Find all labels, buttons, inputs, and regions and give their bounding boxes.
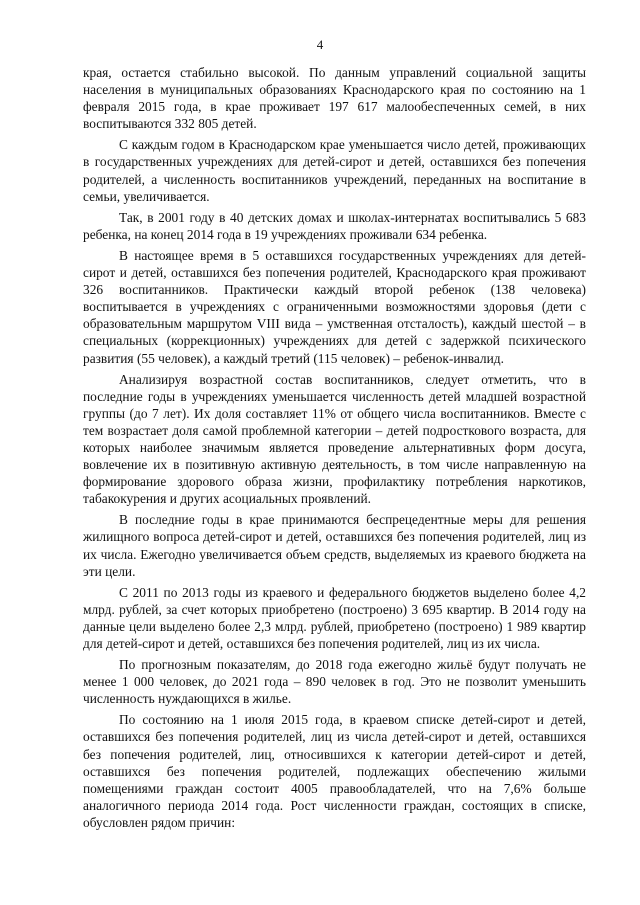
document-body [83,64,586,835]
paragraph-6: В последние годы в крае принимаются беспрецедентные меры для решения жилищного вопроса детей-сирот и детей, оставшихся без попечения родителей, лиц из их числа. Ежегодно увеличивается объем средств, выделяемых из краевого бюджета на эти цели. [83,512,586,579]
paragraph-1: края, остается стабильно высокой. По данным управлений социальной защиты населения в муниципальных образованиях Краснодарского края по состоянию на 1 февраля 2015 года, в крае проживает 197 617 малообеспеченных семей, в них воспитываются 332 805 детей. [83,65,586,132]
paragraph-9: По состоянию на 1 июля 2015 года, в краевом списке детей-сирот и детей, оставшихся без попечения родителей, лиц из числа детей-сирот и детей, оставшихся без попечения родителей, лиц, относившихся к категории детей-сирот и детей, оставшихся без попечения родителей, подлежащих обеспечению жилыми помещениями граждан состоит 4005 правообладателей, что на 7,6% больше аналогичного периода 2014 года. Рост численности граждан, состоящих в списке, обусловлен рядом причин: [83,712,586,830]
paragraph-4: В настоящее время в 5 оставшихся государственных учреждениях для детей-сирот и детей, оставшихся без попечения родителей, Краснодарского края проживают 326 воспитанников. Практически каждый второй ребенок (138 человека) воспитывается в учреждениях с ограниченными возможностями здоровья (дети с образовательным маршрутом VIII вида – умственная отсталость), каждый шестой – в специальных (коррекционных) учреждениях для детей с задержкой психического развития (55 человек), а каждый третий (115 человек) – ребенок-инвалид. [83,247,586,366]
paragraph-7: С 2011 по 2013 годы из краевого и федерального бюджетов выделено более 4,2 млрд. рублей, за счет которых приобретено (построено) 3 695 квартир. В 2014 году на данные цели выделено более 2,3 млрд. рублей, приобретено (построено) 1 989 квартир для детей-сирот и детей, оставшихся без попечения родителей, лиц из их числа. [83,584,586,651]
page-number: 4 [316,37,324,52]
paragraph-3: Так, в 2001 году в 40 детских домах и школах-интернатах воспитывались 5 683 ребенка, на конец 2014 года в 19 учреждениях проживали 634 ребенка. [83,209,586,242]
paragraph-2: С каждым годом в Краснодарском крае уменьшается число детей, проживающих в государственных учреждениях для детей-сирот и детей, оставшихся без попечения родителей, а численность воспитанников учреждений, переданных на воспитание в семьи, увеличивается. [83,137,586,204]
paragraph-5: Анализируя возрастной состав воспитанников, следует отметить, что в последние годы в учреждениях уменьшается численность детей младшей возрастной группы (до 7 лет). Их доля составляет 11% от общего числа воспитанников. Вместе с тем возрастает доля самой проблемной категории – детей подросткового возраста, для которых наиболее значимым является проведение альтернативных форм досуга, вовлечение их в позитивную активную деятельность, в том числе направленную на формирование здорового образа жизни, профилактику потребления наркотиков, табакокурения и других асоциальных проявлений. [83,371,586,507]
paragraph-8: По прогнозным показателям, до 2018 года ежегодно жильё будут получать не менее 1 000 человек, до 2021 года – 890 человек в год. Это не позволит уменьшить численность нуждающихся в жилье. [83,657,586,707]
